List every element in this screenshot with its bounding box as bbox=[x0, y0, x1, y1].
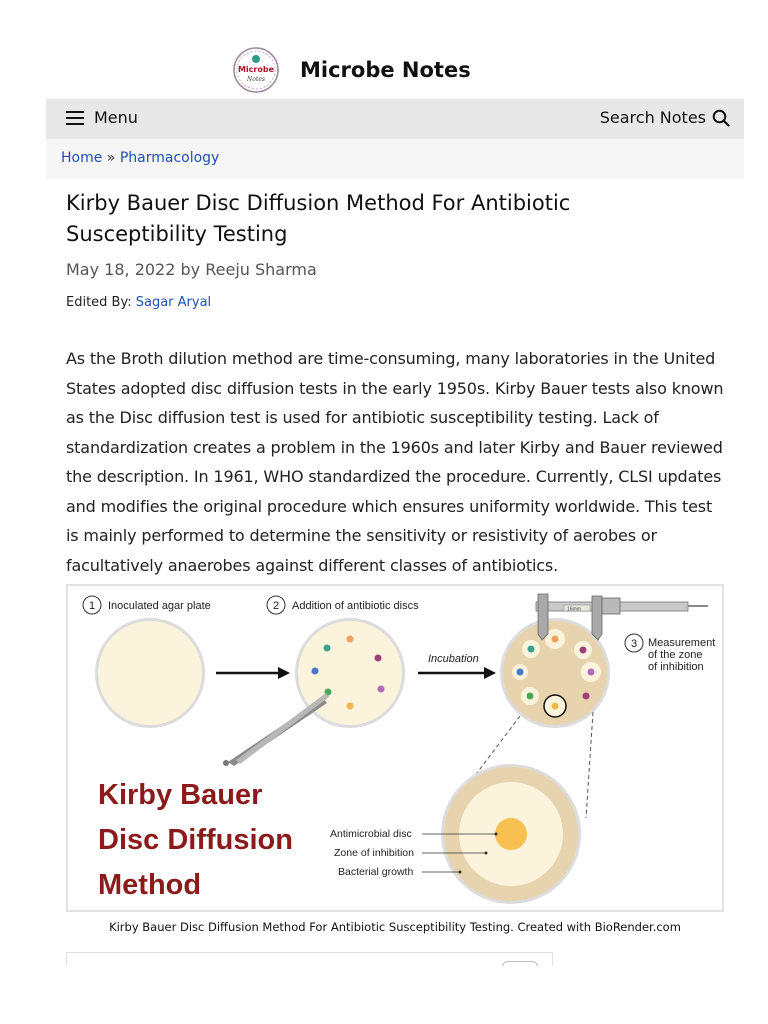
step3-line3: of inhibition bbox=[648, 661, 704, 673]
incubation-label: Incubation bbox=[428, 653, 479, 665]
caliper-readout: 16mm bbox=[567, 606, 581, 613]
article-paragraph: As the Broth dilution method are time-consuming, many laboratories in the United States adopted disc diffusion tests in the early 1950s. Kirby Bauer tests also known as the Disc diffusion test is used for antibiotic susceptibility testing. Lack of standardization creates a problem in the 1960s and later Kirby and Bauer reviewed the description. In 1961, WHO standardized the procedure. Currently, CLSI updates and modifies the original procedure which ensures uniformity worldwide. This test is mainly performed to determine the sensitivity or resistivity of aerobes or facultatively anaerobes against different classes of antibiotics. bbox=[66, 349, 724, 575]
zoom-antimicrobial-disc bbox=[495, 818, 527, 850]
edited-label: Edited By: bbox=[66, 295, 132, 310]
step1-label: Inoculated agar plate bbox=[108, 600, 211, 612]
breadcrumb-category-link[interactable]: Pharmacology bbox=[119, 150, 220, 166]
disc bbox=[324, 645, 331, 652]
main-navbar bbox=[46, 99, 744, 139]
step3-line2: of the zone bbox=[648, 649, 703, 661]
page-bottom-whitespace bbox=[0, 966, 768, 1024]
editor-link[interactable]: Sagar Aryal bbox=[135, 295, 212, 310]
article-meta bbox=[66, 260, 317, 279]
step3-line1: Measurement bbox=[648, 637, 716, 649]
site-header bbox=[0, 40, 768, 100]
disc bbox=[378, 686, 385, 693]
forceps-end bbox=[223, 760, 229, 766]
search-notes-button[interactable] bbox=[600, 108, 730, 127]
logo-text-top: Microbe bbox=[237, 65, 275, 74]
legend-disc-label: Antimicrobial disc bbox=[330, 828, 412, 840]
legend-zone-label: Zone of inhibition bbox=[334, 847, 414, 859]
zoom-line-right bbox=[586, 712, 593, 818]
legend-growth-label: Bacterial growth bbox=[338, 866, 414, 878]
arrow-2-head bbox=[484, 667, 496, 679]
breadcrumb bbox=[61, 150, 219, 166]
plate1-agar bbox=[98, 621, 202, 725]
breadcrumb-bar bbox=[46, 139, 744, 179]
search-icon bbox=[712, 109, 730, 127]
figure-title-line2: Disc Diffusion bbox=[98, 824, 293, 856]
article-date: May 18, 2022 bbox=[66, 260, 176, 279]
arrow-1-head bbox=[278, 667, 290, 679]
site-title[interactable]: Microbe Notes bbox=[300, 58, 471, 82]
search-label: Search Notes bbox=[599, 108, 706, 127]
menu-label: Menu bbox=[94, 108, 138, 127]
breadcrumb-home-link[interactable]: Home bbox=[61, 150, 103, 166]
logo-text-bottom: Notes bbox=[247, 76, 265, 83]
figure-caption: Kirby Bauer Disc Diffusion Method For Antibiotic Susceptibility Testing. Created with BioRender.com bbox=[109, 920, 681, 934]
figure-title-line3: Method bbox=[98, 869, 202, 901]
figure-title-line1: Kirby Bauer bbox=[98, 779, 263, 811]
article-title: Kirby Bauer Disc Diffusion Method For Antibiotic Susceptibility Testing bbox=[66, 191, 571, 246]
menu-button[interactable] bbox=[66, 108, 138, 127]
step1-number: 1 bbox=[88, 600, 96, 612]
article-figure bbox=[66, 584, 724, 912]
kirby-bauer-illustration bbox=[68, 586, 722, 910]
edited-by bbox=[66, 295, 211, 310]
microbe-notes-logo[interactable] bbox=[232, 46, 280, 94]
article-author[interactable]: Reeju Sharma bbox=[205, 260, 317, 279]
step2-label: Addition of antibiotic discs bbox=[292, 600, 419, 612]
disc bbox=[375, 655, 382, 662]
step3-number: 3 bbox=[630, 638, 638, 650]
article-by: by bbox=[180, 260, 201, 279]
hamburger-icon bbox=[66, 111, 84, 125]
breadcrumb-separator: » bbox=[106, 150, 116, 166]
forceps-tip bbox=[236, 693, 329, 764]
disc bbox=[347, 636, 354, 643]
step2-number: 2 bbox=[272, 600, 280, 612]
disc bbox=[312, 668, 319, 675]
disc bbox=[347, 703, 354, 710]
